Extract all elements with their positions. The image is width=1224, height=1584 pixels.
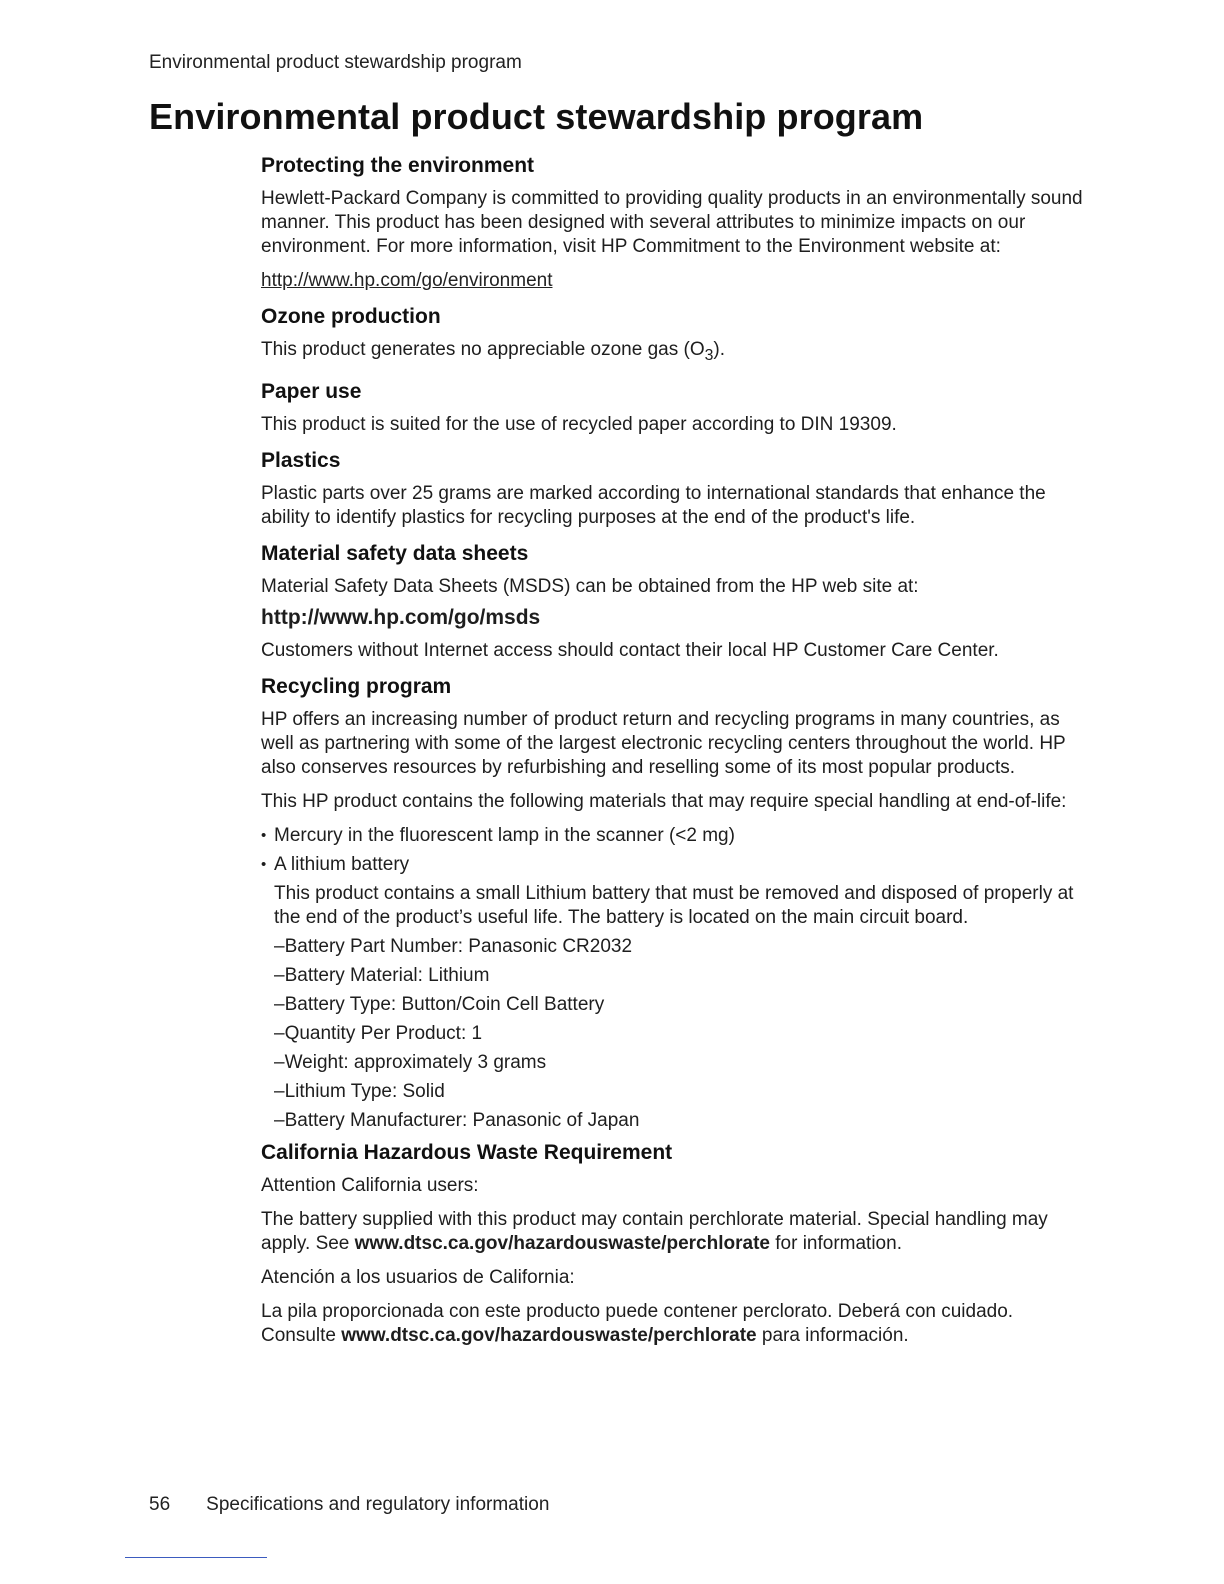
section-protecting xyxy=(261,152,1091,293)
list-item: – Battery Material: Lithium xyxy=(274,964,1091,988)
battery-specs-list xyxy=(274,935,1091,1133)
section-paper xyxy=(261,378,1091,437)
paper-text: This product is suited for the use of recycled paper according to DIN 19309. xyxy=(261,413,897,435)
california-es-after: para información. xyxy=(756,1324,909,1346)
heading-plastics: Plastics xyxy=(261,448,341,472)
footer-chapter: Specifications and regulatory information xyxy=(206,1494,550,1515)
plastics-text: Plastic parts over 25 grams are marked according to international standards that enhance the ability to identify plastics for recycling purposes at the end of the product's life. xyxy=(261,482,1046,528)
list-item: – Lithium Type: Solid xyxy=(274,1080,1091,1104)
section-california xyxy=(261,1139,1091,1348)
california-en-after: for information. xyxy=(769,1232,902,1254)
attention-en: Attention California users: xyxy=(261,1174,479,1196)
page-number: 56 xyxy=(149,1494,171,1515)
section-msds xyxy=(261,540,1091,663)
ozone-text-after: ). xyxy=(713,339,726,360)
ozone-text xyxy=(261,338,1091,368)
battery-text: This product contains a small Lithium battery that must be removed and disposed of properly at the end of the product’s useful life. The battery is located on the main circuit board. xyxy=(274,882,1074,928)
list-item-battery: • A lithium battery xyxy=(261,853,1091,877)
running-header: Environmental product stewardship program xyxy=(149,52,522,73)
heading-protecting: Protecting the environment xyxy=(261,154,535,177)
list-item: – Battery Type: Button/Coin Cell Battery xyxy=(274,993,1091,1017)
list-item: – Battery Manufacturer: Panasonic of Japan xyxy=(274,1109,1091,1133)
protecting-text: Hewlett-Packard Company is committed to providing quality products in an environmentally sound manner. This product has been designed with several attributes to minimize impacts on our environment. For more information, visit HP Commitment to the Environment website at: xyxy=(261,188,1083,257)
environment-link[interactable]: http://www.hp.com/go/environment xyxy=(261,270,553,291)
attention-es: Atención a los usuarios de California: xyxy=(261,1266,575,1288)
msds-text: Material Safety Data Sheets (MSDS) can be obtained from the HP web site at: xyxy=(261,575,919,597)
main-content xyxy=(261,152,1091,1358)
perchlorate-link-es[interactable]: www.dtsc.ca.gov/hazardouswaste/perchlorate xyxy=(341,1324,757,1346)
list-item-mercury: • Mercury in the fluorescent lamp in the scanner (<2 mg) xyxy=(261,824,1091,848)
list-item: – Weight: approximately 3 grams xyxy=(274,1051,1091,1075)
list-item: – Battery Part Number: Panasonic CR2032 xyxy=(274,935,1091,959)
page-footer xyxy=(149,1494,549,1516)
perchlorate-link-en[interactable]: www.dtsc.ca.gov/hazardouswaste/perchlorate xyxy=(354,1232,770,1254)
heading-paper: Paper use xyxy=(261,379,362,403)
california-en-before: The battery supplied with this product may contain perchlorate material. Special handling may apply. See xyxy=(261,1208,1048,1254)
heading-msds: Material safety data sheets xyxy=(261,541,529,565)
recycling-text-1: HP offers an increasing number of product return and recycling programs in many countries, as well as partnering with some of the largest electronic recycling centers throughout the world. HP also conserves resources by refurbishing and reselling some of its most popular products. xyxy=(261,708,1066,778)
msds-link[interactable]: http://www.hp.com/go/msds xyxy=(261,605,541,629)
section-ozone xyxy=(261,303,1091,368)
california-text-en xyxy=(261,1208,1091,1256)
recycling-text-2: This HP product contains the following materials that may require special handling at end-of-life: xyxy=(261,790,1067,812)
heading-recycling: Recycling program xyxy=(261,674,452,698)
california-es-before: La pila proporcionada con este producto puede contener perclorato. Deberá con cuidado. Consulte xyxy=(261,1300,1014,1346)
list-item: – Quantity Per Product: 1 xyxy=(274,1022,1091,1046)
section-plastics xyxy=(261,447,1091,530)
footer-rule xyxy=(125,1557,267,1558)
section-recycling xyxy=(261,673,1091,1133)
materials-list xyxy=(261,824,1091,877)
heading-california: California Hazardous Waste Requirement xyxy=(261,1140,673,1164)
heading-ozone: Ozone production xyxy=(261,305,441,328)
ozone-subscript: 3 xyxy=(704,346,714,364)
california-text-es xyxy=(261,1300,1091,1348)
msds-note: Customers without Internet access should contact their local HP Customer Care Center. xyxy=(261,639,999,661)
page-title: Environmental product stewardship program xyxy=(149,96,924,137)
ozone-text-before: This product generates no appreciable ozone gas (O xyxy=(261,339,705,360)
